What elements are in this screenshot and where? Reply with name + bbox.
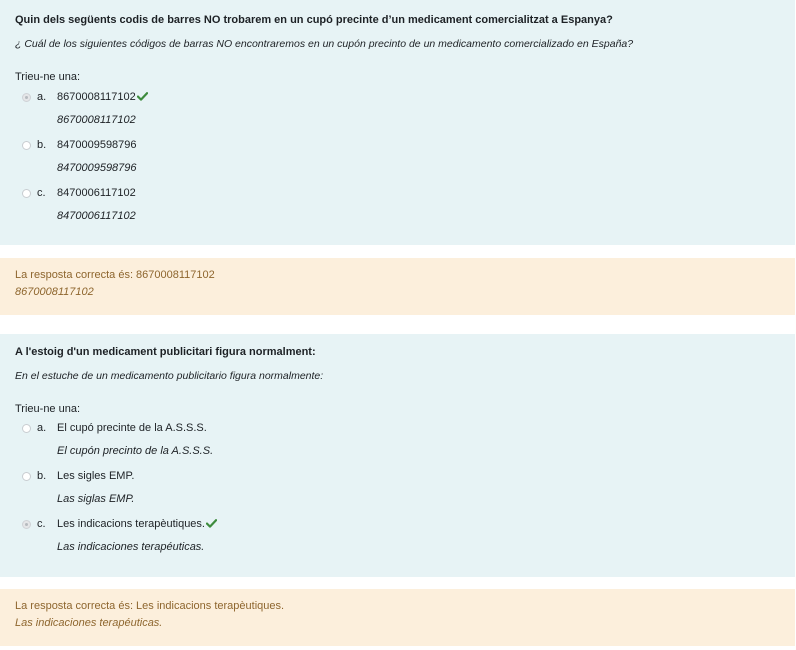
q1-option-c-letter: c. <box>37 187 46 199</box>
q1-option-a-label[interactable]: 8670008117102 <box>57 91 148 103</box>
q2-option-c-translation: Las indicaciones terapéuticas. <box>57 541 205 553</box>
q1-option-a-letter: a. <box>37 91 47 103</box>
question-1-translation: ¿ Cuál de los siguientes códigos de barras NO encontraremos en un cupón precinto de un medicamento comercializado en España? <box>15 38 634 50</box>
question-2-feedback <box>0 589 795 646</box>
question-2-text: A l'estoig d'un medicament publicitari figura normalment: <box>15 346 316 358</box>
q2-option-b-translation: Las siglas EMP. <box>57 493 135 505</box>
q1-option-c-label[interactable]: 8470006117102 <box>57 187 136 199</box>
q1-option-a-radio[interactable] <box>22 93 31 102</box>
question-2-translation: En el estuche de un medicamento publicitario figura normalmente: <box>15 370 324 382</box>
q2-option-a-translation: El cupón precinto de la A.S.S.S. <box>57 445 214 457</box>
check-icon <box>206 519 217 528</box>
question-2 <box>0 334 795 577</box>
q1-option-c-translation: 8470006117102 <box>57 210 136 222</box>
q1-option-b-translation: 8470009598796 <box>57 162 137 174</box>
q2-option-c-label[interactable]: Les indicacions terapèutiques. <box>57 518 217 530</box>
q1-option-b-letter: b. <box>37 139 47 151</box>
check-icon <box>137 92 148 101</box>
question-1 <box>0 0 795 245</box>
q2-option-a-letter: a. <box>37 422 47 434</box>
question-1-text: Quin dels següents codis de barres NO trobarem en un cupó precinte d’un medicament comercialitzat a Espanya? <box>15 14 613 26</box>
q2-option-c-letter: c. <box>37 518 46 530</box>
q1-option-b-radio[interactable] <box>22 141 31 150</box>
question-2-correct-answer-translation: Las indicaciones terapéuticas. <box>15 617 163 629</box>
question-2-prompt: Trieu-ne una: <box>15 403 81 415</box>
q2-option-b-label[interactable]: Les sigles EMP. <box>57 470 135 482</box>
q2-option-c-radio[interactable] <box>22 520 31 529</box>
q1-option-b-label[interactable]: 8470009598796 <box>57 139 137 151</box>
q2-option-a-label[interactable]: El cupó precinte de la A.S.S.S. <box>57 422 207 434</box>
question-2-correct-answer: La resposta correcta és: Les indicacions terapèutiques. <box>15 600 285 612</box>
question-1-correct-answer: La resposta correcta és: 8670008117102 <box>15 269 215 281</box>
q2-option-b-radio[interactable] <box>22 472 31 481</box>
question-1-correct-answer-translation: 8670008117102 <box>15 286 94 298</box>
q2-option-a-radio[interactable] <box>22 424 31 433</box>
q1-option-c-radio[interactable] <box>22 189 31 198</box>
question-1-prompt: Trieu-ne una: <box>15 71 81 83</box>
q2-option-b-letter: b. <box>37 470 47 482</box>
q1-option-a-translation: 8670008117102 <box>57 114 136 126</box>
question-1-feedback <box>0 258 795 315</box>
